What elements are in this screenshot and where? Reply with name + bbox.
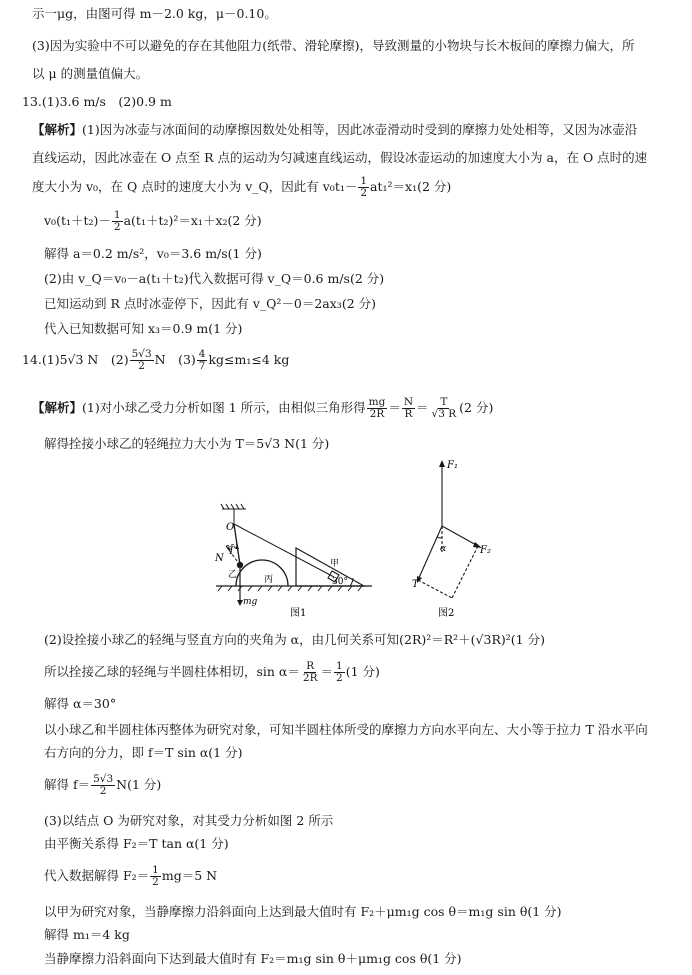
fraction [112, 210, 123, 233]
fraction-numerator: 4 [198, 348, 206, 360]
text-line: (3)以结点 O 为研究对象，对其受力分析如图 2 所示 [44, 813, 334, 828]
text-span: at₁²＝x₁(2 分) [370, 179, 452, 194]
text-span: (1 分) [345, 664, 380, 679]
text-line: 以甲为研究对象，当静摩擦力沿斜面向上达到最大值时有 F₂＋μm₁g cos θ＝m₁g sin θ(1 分) [44, 904, 562, 919]
ceiling-hatch [221, 504, 244, 509]
text-span: N(1 分) [116, 777, 162, 792]
helper-line [418, 580, 452, 598]
label-F1: F₁ [447, 460, 458, 471]
fraction [402, 397, 415, 420]
arrow-T [235, 544, 239, 549]
label-T: T [412, 579, 419, 590]
text-line: 解得 α＝30° [44, 696, 117, 711]
label-alpha: α [440, 544, 447, 554]
text-line: 代入已知数据可知 x₃＝0.9 m(1 分) [44, 321, 243, 336]
text-span: 解得 f＝ [44, 777, 91, 792]
text-line: (2)由 v_Q＝v₀－a(t₁＋t₂)代入数据可得 v_Q＝0.6 m/s(2 分) [44, 271, 385, 286]
label-F2: F₂ [480, 545, 491, 556]
text-line [44, 210, 262, 233]
label-mg: mg [243, 597, 258, 607]
fraction [430, 397, 459, 420]
analysis-label: 【解析】 [32, 122, 83, 137]
label-yi: 乙 [228, 570, 238, 580]
angle-arc [437, 537, 442, 538]
fraction-numerator: N [403, 396, 414, 408]
fraction-denominator: 2 [138, 360, 145, 372]
text-span: 所以拴接乙球的轻绳与半圆柱体相切，sin α＝ [44, 664, 300, 679]
text-line: 直线运动，因此冰壶在 O 点至 R 点的运动为匀减速直线运动，假设冰壶运动的加速度大小为 a，在 O 点时的速 [32, 150, 648, 165]
text-line: 以 μ 的测量值偏大。 [32, 66, 149, 81]
fraction-denominator: 2 [336, 672, 343, 684]
arrow-F1 [439, 460, 445, 467]
fraction-denominator: 2 [113, 221, 121, 233]
label-jia: 甲 [330, 559, 340, 569]
fraction-denominator: 2 [99, 785, 107, 797]
rope-to-block [234, 524, 334, 577]
text-line [32, 122, 637, 138]
text-span: ＝ [320, 664, 333, 679]
fraction-denominator: 2 [152, 876, 159, 888]
figure-caption: 图2 [438, 608, 455, 619]
text-line [32, 396, 493, 420]
text-line: 当静摩擦力沿斜面向下达到最大值时有 F₂＝m₁g sin θ＋μm₁g cos θ(1 分) [44, 951, 462, 966]
fraction-numerator: 1 [336, 660, 343, 672]
text-line: 解得 a＝0.2 m/s²，v₀＝3.6 m/s(1 分) [44, 246, 262, 261]
fraction [367, 397, 388, 420]
text-span: ＝ [416, 400, 429, 415]
fraction [334, 661, 345, 684]
fraction [197, 349, 208, 372]
label-O: O [226, 522, 235, 533]
text-span: ＝ [388, 400, 401, 415]
text-line: 以小球乙和半圆柱体丙整体为研究对象，可知半圆柱体所受的摩擦力方向水平向左、大小等于拉力 T 沿水平向 [44, 722, 648, 737]
fraction-denominator: 2R [302, 672, 318, 684]
analysis-label: 【解析】 [32, 400, 83, 415]
text-line: 已知运动到 R 点时冰壶停下，因此有 v_Q²－0＝2ax₃(2 分) [44, 296, 377, 311]
fraction [91, 774, 115, 797]
fraction-denominator: R [404, 408, 413, 420]
fraction-numerator: 5√3 [131, 348, 152, 360]
text-span: a(t₁＋t₂)²＝x₁＋x₂(2 分) [123, 213, 262, 228]
helper-line [452, 546, 478, 598]
figure-2 [412, 452, 512, 624]
label-T: T [228, 546, 235, 557]
label-bing: 丙 [264, 575, 274, 585]
text-span: 度大小为 v₀，在 Q 点时的速度大小为 v_Q，因此有 v₀t₁－ [32, 179, 358, 194]
fraction-denominator: √3 R [431, 408, 457, 420]
label-angle: 30° [332, 577, 348, 587]
fraction-denominator: 2 [360, 187, 368, 199]
fraction-denominator: 2R [369, 408, 385, 420]
fraction-numerator: mg [368, 396, 386, 408]
text-line [44, 864, 217, 888]
text-line: 由平衡关系得 F₂＝T tan α(1 分) [44, 836, 229, 851]
text-line: 解得拴接小球乙的轻绳拉力大小为 T＝5√3 N(1 分) [44, 436, 330, 451]
answer-14 [22, 348, 289, 372]
text-span: (1)对小球乙受力分析如图 1 所示，由相似三角形得 [82, 400, 366, 415]
fraction-numerator: 5√3 [93, 773, 114, 785]
text-line: (3)因为实验中不可以避免的存在其他阻力(纸带、滑轮摩擦)，导致测量的小物块与长木板间的摩擦力偏大，所 [32, 38, 635, 53]
text-line [32, 176, 451, 199]
text-line [44, 660, 380, 684]
text-span: (2 分) [459, 400, 494, 415]
text-span: v₀(t₁＋t₂)－ [44, 213, 111, 228]
fraction [301, 661, 320, 684]
fraction [130, 349, 154, 372]
text-line [44, 772, 161, 798]
fraction [150, 865, 161, 888]
text-line: 解得 m₁＝4 kg [44, 927, 130, 942]
force-T [418, 526, 442, 580]
fraction-numerator: 1 [152, 864, 159, 876]
answer-13: 13.(1)3.6 m/s (2)0.9 m [22, 94, 172, 109]
text-line: (2)设拴接小球乙的轻绳与竖直方向的夹角为 α，由几何关系可知(2R)²＝R²＋(√3R)²(1 分) [44, 632, 545, 647]
text-span: 14.(1)5√3 N (2) [22, 352, 129, 367]
figure-caption: 图1 [290, 608, 307, 619]
text-line: 示一μg，由图可得 m－2.0 kg，μ－0.10。 [32, 6, 277, 21]
fraction-denominator: 7 [198, 360, 206, 372]
force-F2 [442, 526, 478, 546]
figure-1 [212, 498, 392, 624]
fraction-numerator: 1 [360, 175, 368, 187]
text-span: mg＝5 N [161, 868, 218, 883]
label-N: N [215, 553, 224, 564]
text-span: kg≤m₁≤4 kg [208, 352, 290, 367]
text-span: N (3) [154, 352, 196, 367]
fraction [358, 176, 369, 199]
text-span: 代入数据解得 F₂＝ [44, 868, 150, 883]
half-cylinder [236, 560, 288, 586]
text-span: (1)因为冰壶与冰面间的动摩擦因数处处相等，因此冰壶滑动时受到的摩擦力处处相等，又因为冰壶沿 [82, 122, 638, 137]
fraction-numerator: 1 [113, 209, 121, 221]
ball-yi [237, 562, 243, 568]
fraction-numerator: R [306, 660, 315, 672]
text-line: 右方向的分力，即 f＝T sin α(1 分) [44, 745, 243, 760]
fraction-numerator: T [440, 396, 448, 408]
